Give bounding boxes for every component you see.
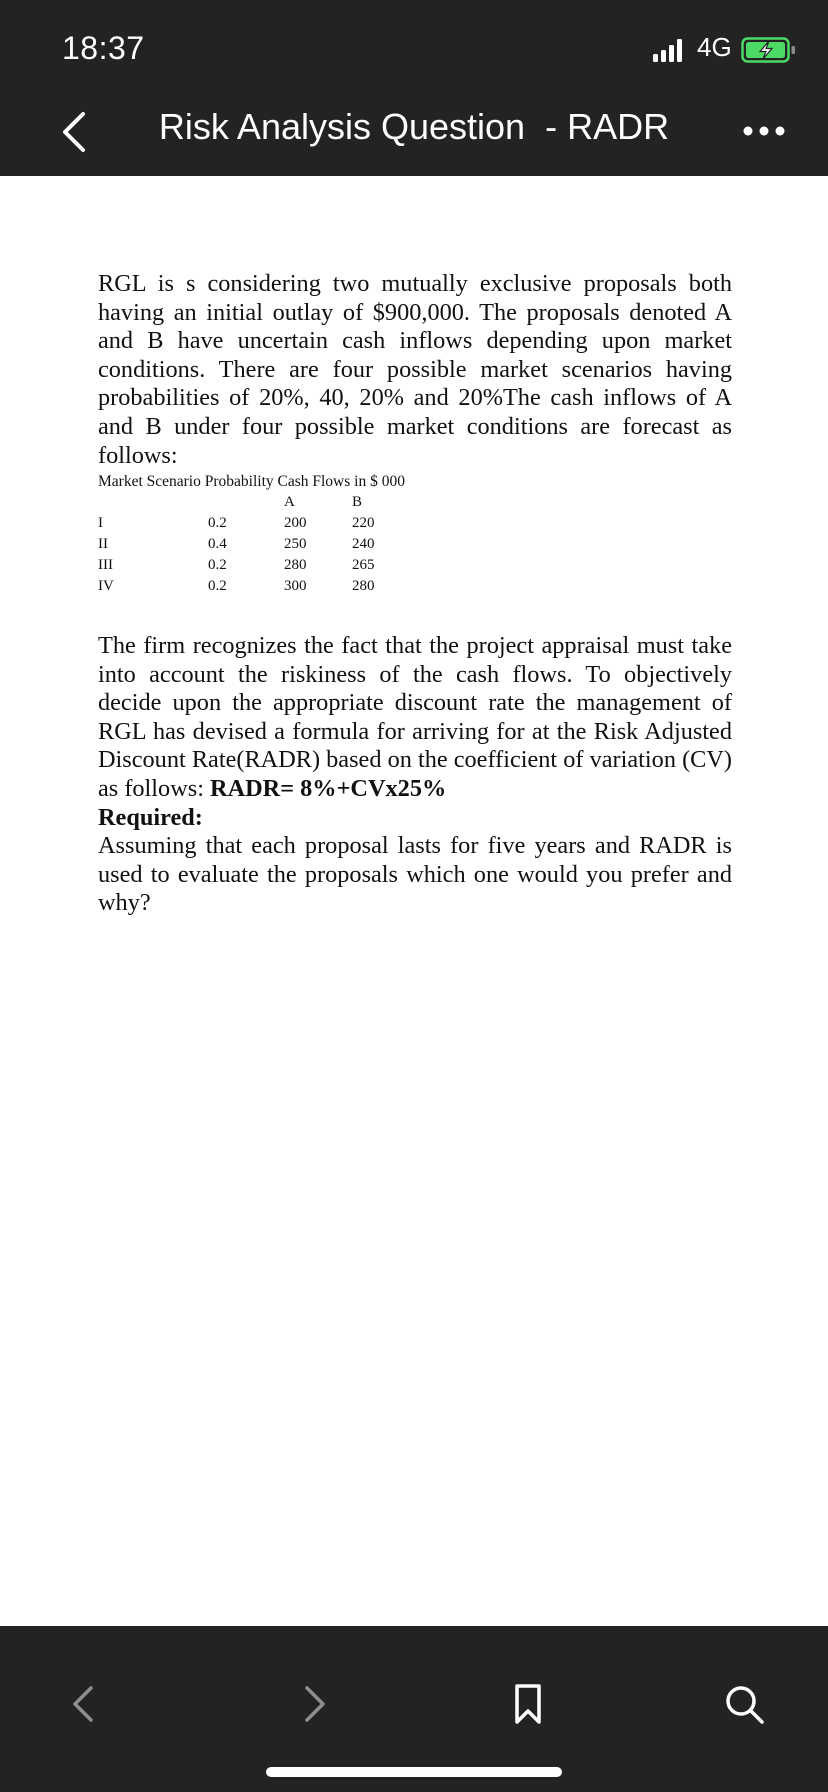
cash-flow-a-cell: 200: [284, 515, 307, 531]
cash-flow-b-cell: 240: [352, 536, 375, 552]
next-icon[interactable]: [290, 1680, 338, 1728]
intro-paragraph: RGL is s considering two mutually exclusive proposals both having an initial outlay of $900,000. The proposals denoted A and B have uncertain cash inflows depending upon market conditions. There are four possible market scenarios having probabilities of 20%, 40, 20% and 20%The cash inflows of A and B under four possible market conditions are forecast as follows:: [98, 270, 732, 469]
network-type: 4G: [697, 32, 732, 62]
cash-flow-a-cell: 250: [284, 536, 307, 552]
table-row: [98, 578, 498, 598]
cash-flow-b-cell: 220: [352, 515, 375, 531]
top-bar: [0, 0, 828, 176]
scenario-cell: I: [98, 515, 103, 531]
cash-flow-a-cell: 300: [284, 578, 307, 594]
table-row: [98, 515, 498, 535]
radr-formula: RADR= 8%+CVx25%: [210, 774, 447, 802]
probability-cell: 0.2: [208, 515, 227, 531]
required-label: Required:: [98, 803, 203, 831]
bookmark-icon[interactable]: [504, 1680, 552, 1728]
body-paragraph: [98, 632, 732, 804]
cash-flow-b-cell: 280: [352, 578, 375, 594]
body-section: [98, 632, 732, 918]
table-subheader-row: [98, 494, 498, 514]
status-time: 18:37: [62, 30, 145, 66]
cash-flow-b-cell: 265: [352, 557, 375, 573]
probability-cell: 0.4: [208, 536, 227, 552]
scenario-cell: IV: [98, 578, 114, 594]
previous-icon[interactable]: [60, 1680, 108, 1728]
question-paragraph: Assuming that each proposal lasts for five years and RADR is used to evaluate the proposals which one would you prefer and why?: [98, 832, 732, 917]
page-title: Risk Analysis Question - RADR: [158, 106, 670, 147]
column-b-label: B: [352, 494, 363, 510]
more-options-button[interactable]: [742, 118, 786, 144]
signal-icon: [653, 38, 689, 62]
table-header: Market Scenario Probability Cash Flows in $ 000: [98, 473, 405, 490]
table-row: [98, 557, 498, 577]
search-icon[interactable]: [720, 1680, 768, 1728]
column-a-label: A: [284, 494, 295, 510]
scenario-cell: III: [98, 557, 113, 573]
home-indicator[interactable]: [266, 1767, 562, 1777]
table-row: [98, 536, 498, 556]
scenario-cell: II: [98, 536, 108, 552]
cash-flow-a-cell: 280: [284, 557, 307, 573]
probability-cell: 0.2: [208, 578, 227, 594]
probability-cell: 0.2: [208, 557, 227, 573]
battery-charging-icon: [741, 36, 797, 64]
body-text: The firm recognizes the fact that the project appraisal must take into account the riskiness of the cash flows. To objectively decide upon the appropriate discount rate the management of RGL has devised a formula for arriving for at the Risk Adjusted Discount Rate(RADR) based on the coefficient of variation (CV) as follows:: [98, 632, 732, 802]
